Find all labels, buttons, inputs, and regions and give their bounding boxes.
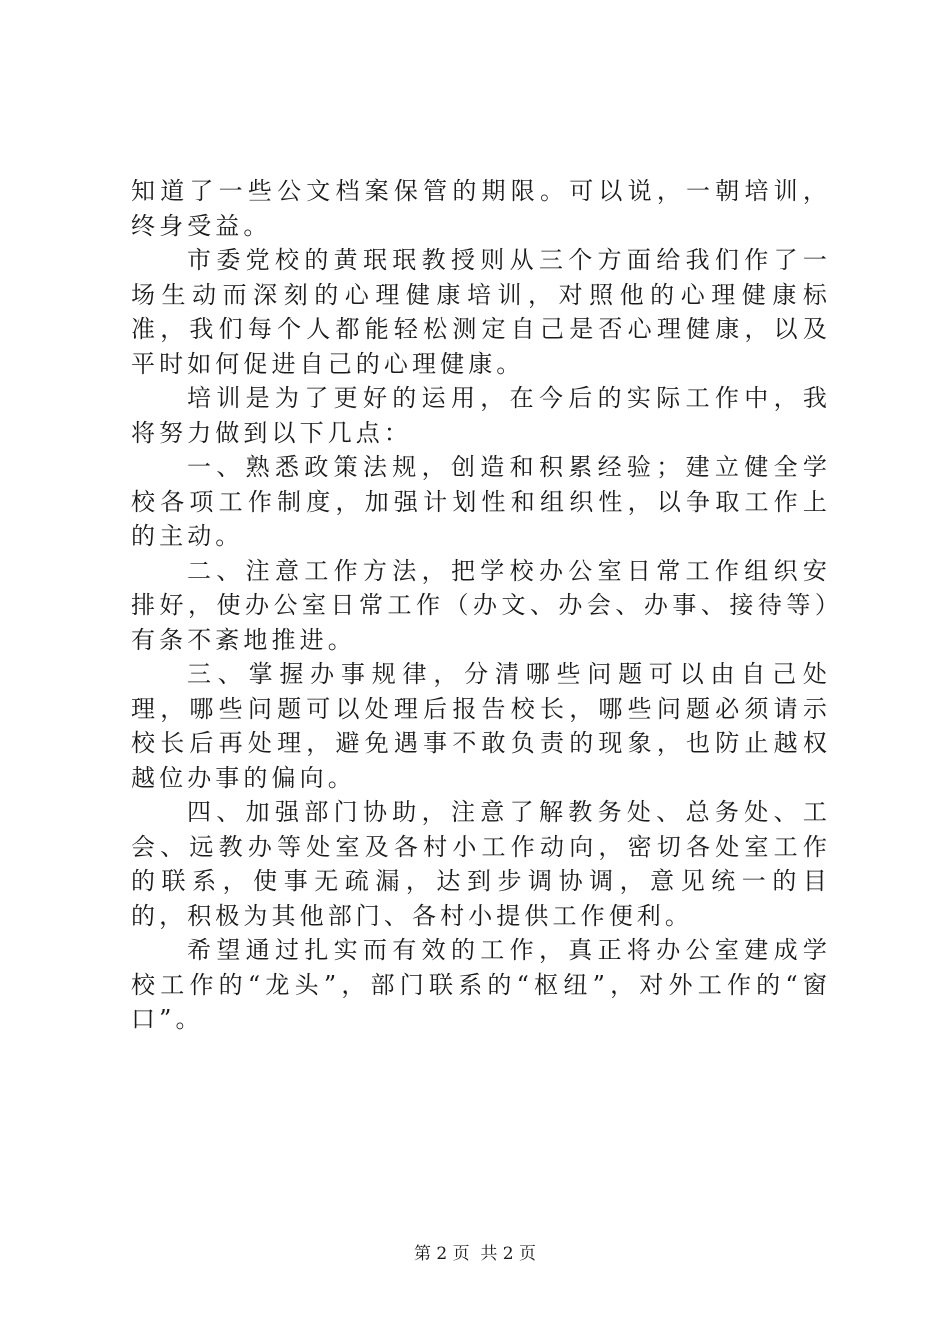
paragraph-intro-points: 培训是为了更好的运用，在今后的实际工作中，我将努力做到以下几点： (131, 384, 831, 447)
page-footer (0, 1243, 950, 1265)
paragraph-point-3: 三、掌握办事规律，分清哪些问题可以由自己处理，哪些问题可以处理后报告校长，哪些问题必须请示校长后再处理，避免遇事不敢负责的现象，也防止越权越位办事的偏向。 (131, 660, 831, 792)
page-number-label: 第 2 页 共 2 页 (413, 1244, 537, 1264)
paragraph-continuation: 知道了一些公文档案保管的期限。可以说，一朝培训，终身受益。 (131, 177, 831, 240)
paragraph-point-2: 二、注意工作方法，把学校办公室日常工作组织安排好，使办公室日常工作（办文、办会、办事、接待等）有条不紊地推进。 (131, 556, 831, 654)
document-body (131, 174, 831, 1037)
paragraph-point-4: 四、加强部门协助，注意了解教务处、总务处、工会、远教办等处室及各村小工作动向，密切各处室工作的联系，使事无疏漏，达到步调协调，意见统一的目的，积极为其他部门、各村小提供工作便利。 (131, 798, 831, 930)
paragraph-point-1: 一、熟悉政策法规，创造和积累经验；建立健全学校各项工作制度，加强计划性和组织性，以争取工作上的主动。 (131, 453, 831, 550)
paragraph-conclusion: 希望通过扎实而有效的工作，真正将办公室建成学校工作的“龙头”，部门联系的“枢纽”，对外工作的“窗口”。 (131, 936, 831, 1033)
paragraph-psychology-training: 市委党校的黄珉珉教授则从三个方面给我们作了一场生动而深刻的心理健康培训，对照他的心理健康标准，我们每个人都能轻松测定自己是否心理健康，以及平时如何促进自己的心理健康。 (131, 246, 831, 378)
